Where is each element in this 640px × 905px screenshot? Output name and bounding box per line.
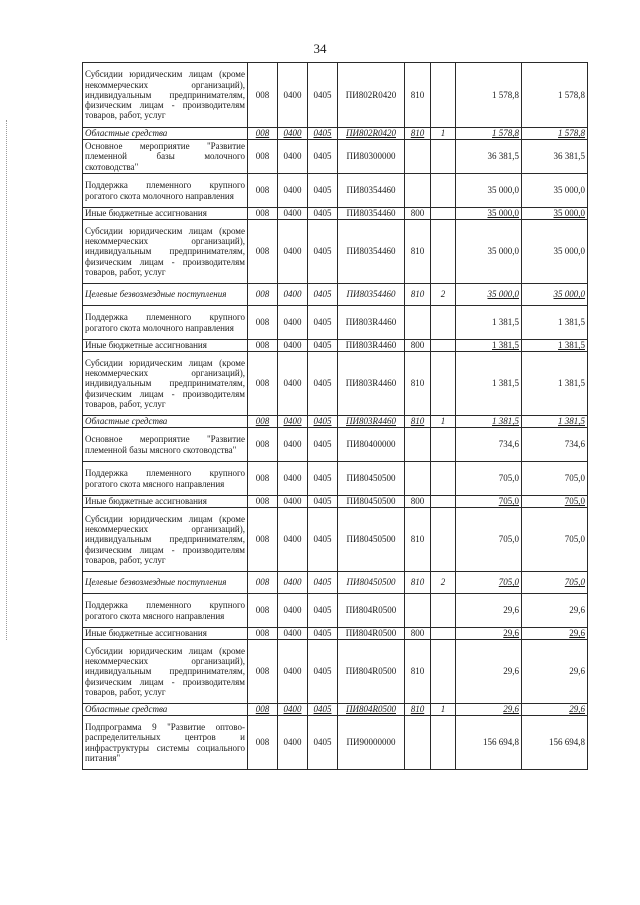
row-sum-2: 705,0 — [522, 462, 588, 496]
row-sum-2: 36 381,5 — [522, 140, 588, 174]
page-number: 34 — [313, 41, 327, 56]
row-vr: 810 — [405, 572, 431, 594]
row-ministry: 008 — [248, 628, 278, 640]
row-subsection: 0405 — [308, 640, 338, 704]
row-vr: 800 — [405, 496, 431, 508]
row-ministry: 008 — [248, 640, 278, 704]
row-fund — [431, 63, 456, 128]
row-ministry: 008 — [248, 306, 278, 340]
row-sum-1: 1 381,5 — [456, 352, 522, 416]
row-sum-2: 1 381,5 — [522, 306, 588, 340]
row-vr: 800 — [405, 208, 431, 220]
row-target: ПИ803R4460 — [338, 352, 405, 416]
row-fund: 1 — [431, 128, 456, 140]
row-vr — [405, 140, 431, 174]
row-section: 0400 — [278, 306, 308, 340]
row-target: ПИ802R0420 — [338, 63, 405, 128]
row-ministry: 008 — [248, 284, 278, 306]
row-ministry: 008 — [248, 208, 278, 220]
row-sum-2: 705,0 — [522, 572, 588, 594]
row-ministry: 008 — [248, 63, 278, 128]
row-name: Целевые безвозмездные поступления — [83, 572, 248, 594]
row-section: 0400 — [278, 63, 308, 128]
row-fund — [431, 628, 456, 640]
row-sum-1: 35 000,0 — [456, 174, 522, 208]
row-target: ПИ803R4460 — [338, 306, 405, 340]
row-vr: 810 — [405, 416, 431, 428]
row-ministry: 008 — [248, 428, 278, 462]
row-section: 0400 — [278, 284, 308, 306]
row-target: ПИ80354460 — [338, 220, 405, 284]
row-target: ПИ80300000 — [338, 140, 405, 174]
table-row — [83, 416, 588, 428]
row-vr: 810 — [405, 508, 431, 572]
row-sum-1: 705,0 — [456, 462, 522, 496]
row-sum-2: 1 381,5 — [522, 340, 588, 352]
row-ministry: 008 — [248, 416, 278, 428]
row-ministry: 008 — [248, 496, 278, 508]
row-subsection: 0405 — [308, 340, 338, 352]
row-name: Областные средства — [83, 704, 248, 716]
row-sum-2: 156 694,8 — [522, 716, 588, 770]
row-ministry: 008 — [248, 572, 278, 594]
row-section: 0400 — [278, 462, 308, 496]
row-vr — [405, 716, 431, 770]
row-vr — [405, 174, 431, 208]
row-vr: 800 — [405, 340, 431, 352]
row-target: ПИ80400000 — [338, 428, 405, 462]
row-ministry: 008 — [248, 594, 278, 628]
row-target: ПИ80450500 — [338, 572, 405, 594]
table-row — [83, 462, 588, 496]
row-subsection: 0405 — [308, 594, 338, 628]
table-row — [83, 628, 588, 640]
row-section: 0400 — [278, 704, 308, 716]
row-sum-2: 35 000,0 — [522, 284, 588, 306]
row-name: Поддержка племенного крупного рогатого скота мясного направления — [83, 594, 248, 628]
row-ministry: 008 — [248, 508, 278, 572]
row-ministry: 008 — [248, 128, 278, 140]
row-target: ПИ80450500 — [338, 496, 405, 508]
row-section: 0400 — [278, 508, 308, 572]
row-fund — [431, 140, 456, 174]
row-target: ПИ80450500 — [338, 508, 405, 572]
row-sum-1: 705,0 — [456, 572, 522, 594]
row-ministry: 008 — [248, 716, 278, 770]
row-ministry: 008 — [248, 340, 278, 352]
row-section: 0400 — [278, 128, 308, 140]
row-subsection: 0405 — [308, 284, 338, 306]
row-target: ПИ80450500 — [338, 462, 405, 496]
row-section: 0400 — [278, 220, 308, 284]
row-sum-1: 156 694,8 — [456, 716, 522, 770]
row-vr: 810 — [405, 63, 431, 128]
row-sum-2: 1 578,8 — [522, 128, 588, 140]
row-sum-1: 734,6 — [456, 428, 522, 462]
row-fund: 1 — [431, 416, 456, 428]
row-section: 0400 — [278, 174, 308, 208]
row-section: 0400 — [278, 428, 308, 462]
row-subsection: 0405 — [308, 174, 338, 208]
row-target: ПИ803R4460 — [338, 340, 405, 352]
row-fund — [431, 208, 456, 220]
row-section: 0400 — [278, 572, 308, 594]
table-row — [83, 508, 588, 572]
row-fund — [431, 220, 456, 284]
row-vr: 800 — [405, 628, 431, 640]
row-subsection: 0405 — [308, 352, 338, 416]
row-name: Субсидии юридическим лицам (кроме некоммерческих организаций), индивидуальным предпринимателям, физическим лицам - производителям товаров, работ, услуг — [83, 508, 248, 572]
row-ministry: 008 — [248, 462, 278, 496]
row-sum-2: 29,6 — [522, 640, 588, 704]
row-section: 0400 — [278, 496, 308, 508]
row-vr — [405, 594, 431, 628]
row-section: 0400 — [278, 208, 308, 220]
table-row — [83, 340, 588, 352]
table-row — [83, 496, 588, 508]
row-name: Иные бюджетные ассигнования — [83, 208, 248, 220]
table-row — [83, 284, 588, 306]
row-ministry: 008 — [248, 704, 278, 716]
table-row — [83, 428, 588, 462]
row-vr: 810 — [405, 704, 431, 716]
row-sum-1: 35 000,0 — [456, 284, 522, 306]
row-name: Основное мероприятие "Развитие племенной базы молочного скотоводства" — [83, 140, 248, 174]
row-sum-1: 1 578,8 — [456, 128, 522, 140]
row-subsection: 0405 — [308, 128, 338, 140]
row-name: Субсидии юридическим лицам (кроме некоммерческих организаций), индивидуальным предпринимателям, физическим лицам - производителям товаров, работ, услуг — [83, 220, 248, 284]
row-ministry: 008 — [248, 174, 278, 208]
row-name: Поддержка племенного крупного рогатого скота молочного направления — [83, 306, 248, 340]
row-target: ПИ802R0420 — [338, 128, 405, 140]
row-name: Субсидии юридическим лицам (кроме некоммерческих организаций), индивидуальным предпринимателям, физическим лицам - производителям товаров, работ, услуг — [83, 352, 248, 416]
row-subsection: 0405 — [308, 63, 338, 128]
row-name: Иные бюджетные ассигнования — [83, 628, 248, 640]
row-section: 0400 — [278, 640, 308, 704]
row-fund — [431, 496, 456, 508]
table-row — [83, 572, 588, 594]
row-sum-2: 35 000,0 — [522, 208, 588, 220]
row-name: Субсидии юридическим лицам (кроме некоммерческих организаций), индивидуальным предпринимателям, физическим лицам - производителям товаров, работ, услуг — [83, 63, 248, 128]
row-fund — [431, 716, 456, 770]
row-vr: 810 — [405, 640, 431, 704]
scan-margin-artifact — [6, 120, 8, 640]
row-target: ПИ804R0500 — [338, 628, 405, 640]
table-row — [83, 716, 588, 770]
row-name: Поддержка племенного крупного рогатого скота молочного направления — [83, 174, 248, 208]
row-subsection: 0405 — [308, 428, 338, 462]
table-row — [83, 140, 588, 174]
row-subsection: 0405 — [308, 572, 338, 594]
row-fund: 1 — [431, 704, 456, 716]
row-ministry: 008 — [248, 352, 278, 416]
row-name: Иные бюджетные ассигнования — [83, 496, 248, 508]
row-sum-1: 29,6 — [456, 640, 522, 704]
row-vr: 810 — [405, 352, 431, 416]
row-sum-2: 734,6 — [522, 428, 588, 462]
row-fund: 2 — [431, 572, 456, 594]
row-vr — [405, 462, 431, 496]
row-target: ПИ80354460 — [338, 208, 405, 220]
row-name: Областные средства — [83, 416, 248, 428]
row-sum-1: 705,0 — [456, 496, 522, 508]
table-row — [83, 63, 588, 128]
row-fund — [431, 340, 456, 352]
row-subsection: 0405 — [308, 508, 338, 572]
row-subsection: 0405 — [308, 628, 338, 640]
table-row — [83, 128, 588, 140]
row-sum-1: 1 578,8 — [456, 63, 522, 128]
table-row — [83, 174, 588, 208]
row-sum-2: 35 000,0 — [522, 174, 588, 208]
row-sum-1: 29,6 — [456, 704, 522, 716]
table-row — [83, 220, 588, 284]
row-subsection: 0405 — [308, 496, 338, 508]
row-sum-1: 1 381,5 — [456, 416, 522, 428]
row-name: Основное мероприятие "Развитие племенной базы мясного скотоводства" — [83, 428, 248, 462]
row-vr: 810 — [405, 128, 431, 140]
row-subsection: 0405 — [308, 704, 338, 716]
row-name: Областные средства — [83, 128, 248, 140]
row-fund — [431, 428, 456, 462]
row-sum-1: 1 381,5 — [456, 306, 522, 340]
row-subsection: 0405 — [308, 208, 338, 220]
row-subsection: 0405 — [308, 716, 338, 770]
row-vr: 810 — [405, 220, 431, 284]
row-section: 0400 — [278, 140, 308, 174]
row-sum-2: 1 381,5 — [522, 416, 588, 428]
table-row — [83, 704, 588, 716]
row-sum-1: 35 000,0 — [456, 220, 522, 284]
budget-table — [82, 62, 588, 770]
row-section: 0400 — [278, 340, 308, 352]
table-row — [83, 594, 588, 628]
row-fund: 2 — [431, 284, 456, 306]
row-sum-1: 705,0 — [456, 508, 522, 572]
row-section: 0400 — [278, 628, 308, 640]
row-sum-2: 35 000,0 — [522, 220, 588, 284]
row-fund — [431, 462, 456, 496]
row-sum-2: 29,6 — [522, 594, 588, 628]
row-target: ПИ804R0500 — [338, 594, 405, 628]
table-row — [83, 352, 588, 416]
row-section: 0400 — [278, 416, 308, 428]
row-subsection: 0405 — [308, 462, 338, 496]
row-name: Субсидии юридическим лицам (кроме некоммерческих организаций), индивидуальным предпринимателям, физическим лицам - производителям товаров, работ, услуг — [83, 640, 248, 704]
row-sum-1: 35 000,0 — [456, 208, 522, 220]
row-vr — [405, 306, 431, 340]
row-fund — [431, 306, 456, 340]
row-vr: 810 — [405, 284, 431, 306]
row-fund — [431, 352, 456, 416]
row-sum-1: 29,6 — [456, 628, 522, 640]
row-fund — [431, 594, 456, 628]
row-subsection: 0405 — [308, 140, 338, 174]
row-section: 0400 — [278, 352, 308, 416]
row-target: ПИ804R0500 — [338, 704, 405, 716]
row-fund — [431, 174, 456, 208]
row-name: Поддержка племенного крупного рогатого скота мясного направления — [83, 462, 248, 496]
row-sum-2: 705,0 — [522, 496, 588, 508]
row-target: ПИ90000000 — [338, 716, 405, 770]
row-sum-2: 29,6 — [522, 628, 588, 640]
row-subsection: 0405 — [308, 220, 338, 284]
table-row — [83, 208, 588, 220]
row-vr — [405, 428, 431, 462]
row-sum-2: 1 578,8 — [522, 63, 588, 128]
row-target: ПИ804R0500 — [338, 640, 405, 704]
row-target: ПИ80354460 — [338, 284, 405, 306]
row-sum-1: 29,6 — [456, 594, 522, 628]
row-sum-1: 36 381,5 — [456, 140, 522, 174]
row-subsection: 0405 — [308, 416, 338, 428]
row-section: 0400 — [278, 716, 308, 770]
row-subsection: 0405 — [308, 306, 338, 340]
row-target: ПИ803R4460 — [338, 416, 405, 428]
row-fund — [431, 640, 456, 704]
row-sum-2: 1 381,5 — [522, 352, 588, 416]
row-sum-1: 1 381,5 — [456, 340, 522, 352]
table-row — [83, 306, 588, 340]
row-name: Иные бюджетные ассигнования — [83, 340, 248, 352]
row-ministry: 008 — [248, 220, 278, 284]
row-ministry: 008 — [248, 140, 278, 174]
row-name: Целевые безвозмездные поступления — [83, 284, 248, 306]
table-row — [83, 640, 588, 704]
row-section: 0400 — [278, 594, 308, 628]
row-sum-2: 705,0 — [522, 508, 588, 572]
row-name: Подпрограмма 9 "Развитие оптово-распределительных центров и инфраструктуры системы социального питания" — [83, 716, 248, 770]
row-target: ПИ80354460 — [338, 174, 405, 208]
row-fund — [431, 508, 456, 572]
row-sum-2: 29,6 — [522, 704, 588, 716]
